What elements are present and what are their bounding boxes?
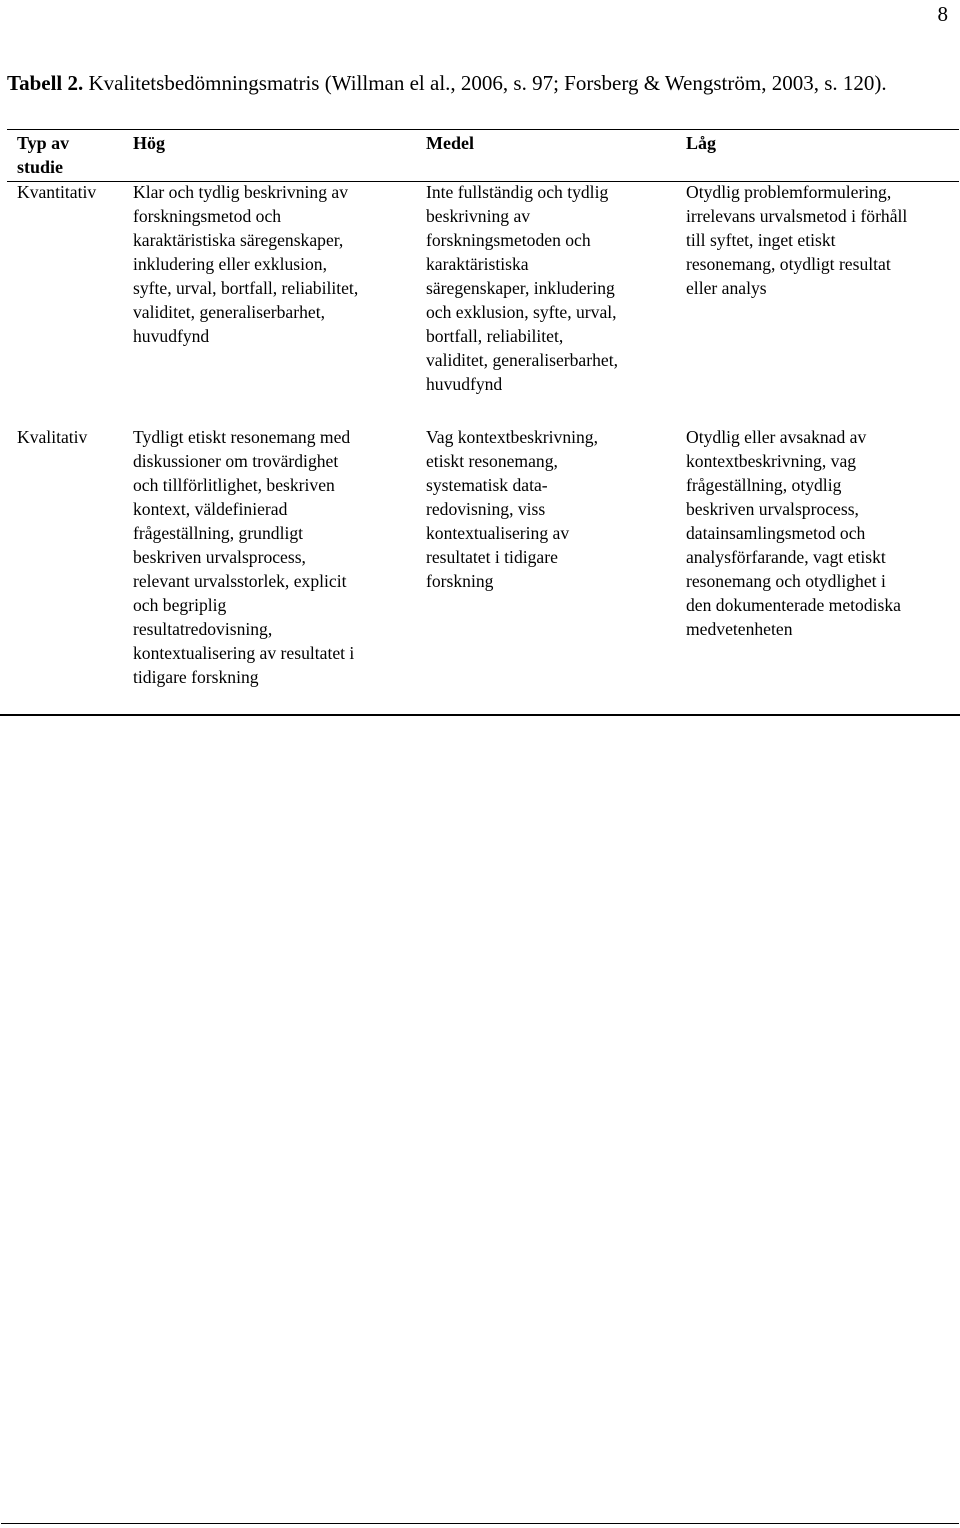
- table-bottom-rule: [0, 714, 960, 716]
- header-hog: Hög: [133, 133, 166, 153]
- table-label: Tabell 2.: [7, 71, 84, 95]
- table-caption-text: Kvalitetsbedömningsmatris (Willman el al., 2006, s. 97; Forsberg & Wengström, 2003, s. 120).: [83, 71, 887, 95]
- header-medel: Medel: [426, 133, 474, 153]
- footer-rule: [1, 1523, 959, 1524]
- row-kvalitativ-lag: Otydlig eller avsaknad av kontextbeskrivning, vag frågeställning, otydlig beskriven urvalsprocess, datainsamlingsmetod och analysförfarande, vagt etiskt resonemang och otydlighet i den dokumenterade metodiska medvetenheten: [686, 427, 901, 639]
- table-top-rule: [7, 129, 959, 130]
- row-kvalitativ-type: Kvalitativ: [17, 427, 88, 447]
- page-number: 8: [937, 2, 948, 26]
- header-type: Typ av studie: [17, 133, 70, 177]
- row-kvalitativ-hog: Tydligt etiskt resonemang med diskussioner om trovärdighet och tillförlitlighet, beskriven kontext, väldefinierad frågeställning, grundligt beskriven urvalsprocess, relevant urvalsstorlek, explicit och begriplig resultatredovisning, kontextualisering av resultatet i tidigare forskning: [133, 427, 355, 687]
- header-lag: Låg: [686, 133, 717, 153]
- row-kvantitativ-hog: Klar och tydlig beskrivning av forskningsmetod och karaktäristiska säregenskaper, inkludering eller exklusion, syfte, urval, bortfall, reliabilitet, validitet, generaliserbarhet, huvudfynd: [133, 182, 359, 346]
- table-caption: [7, 71, 952, 95]
- row-kvantitativ-medel: Inte fullständig och tydlig beskrivning av forskningsmetoden och karaktäristiska säregenskaper, inkludering och exklusion, syfte, urval, bortfall, reliabilitet, validitet, generaliserbarhet, huvudfynd: [426, 182, 618, 394]
- row-kvalitativ-medel: Vag kontextbeskrivning, etiskt resonemang, systematisk data- redovisning, viss kontextualisering av resultatet i tidigare forskning: [426, 427, 599, 591]
- row-kvantitativ-type: Kvantitativ: [17, 182, 97, 202]
- row-kvantitativ-lag: Otydlig problemformulering, irrelevans urvalsmetod i förhåll till syftet, inget etiskt resonemang, otydligt resultat eller analys: [686, 182, 908, 298]
